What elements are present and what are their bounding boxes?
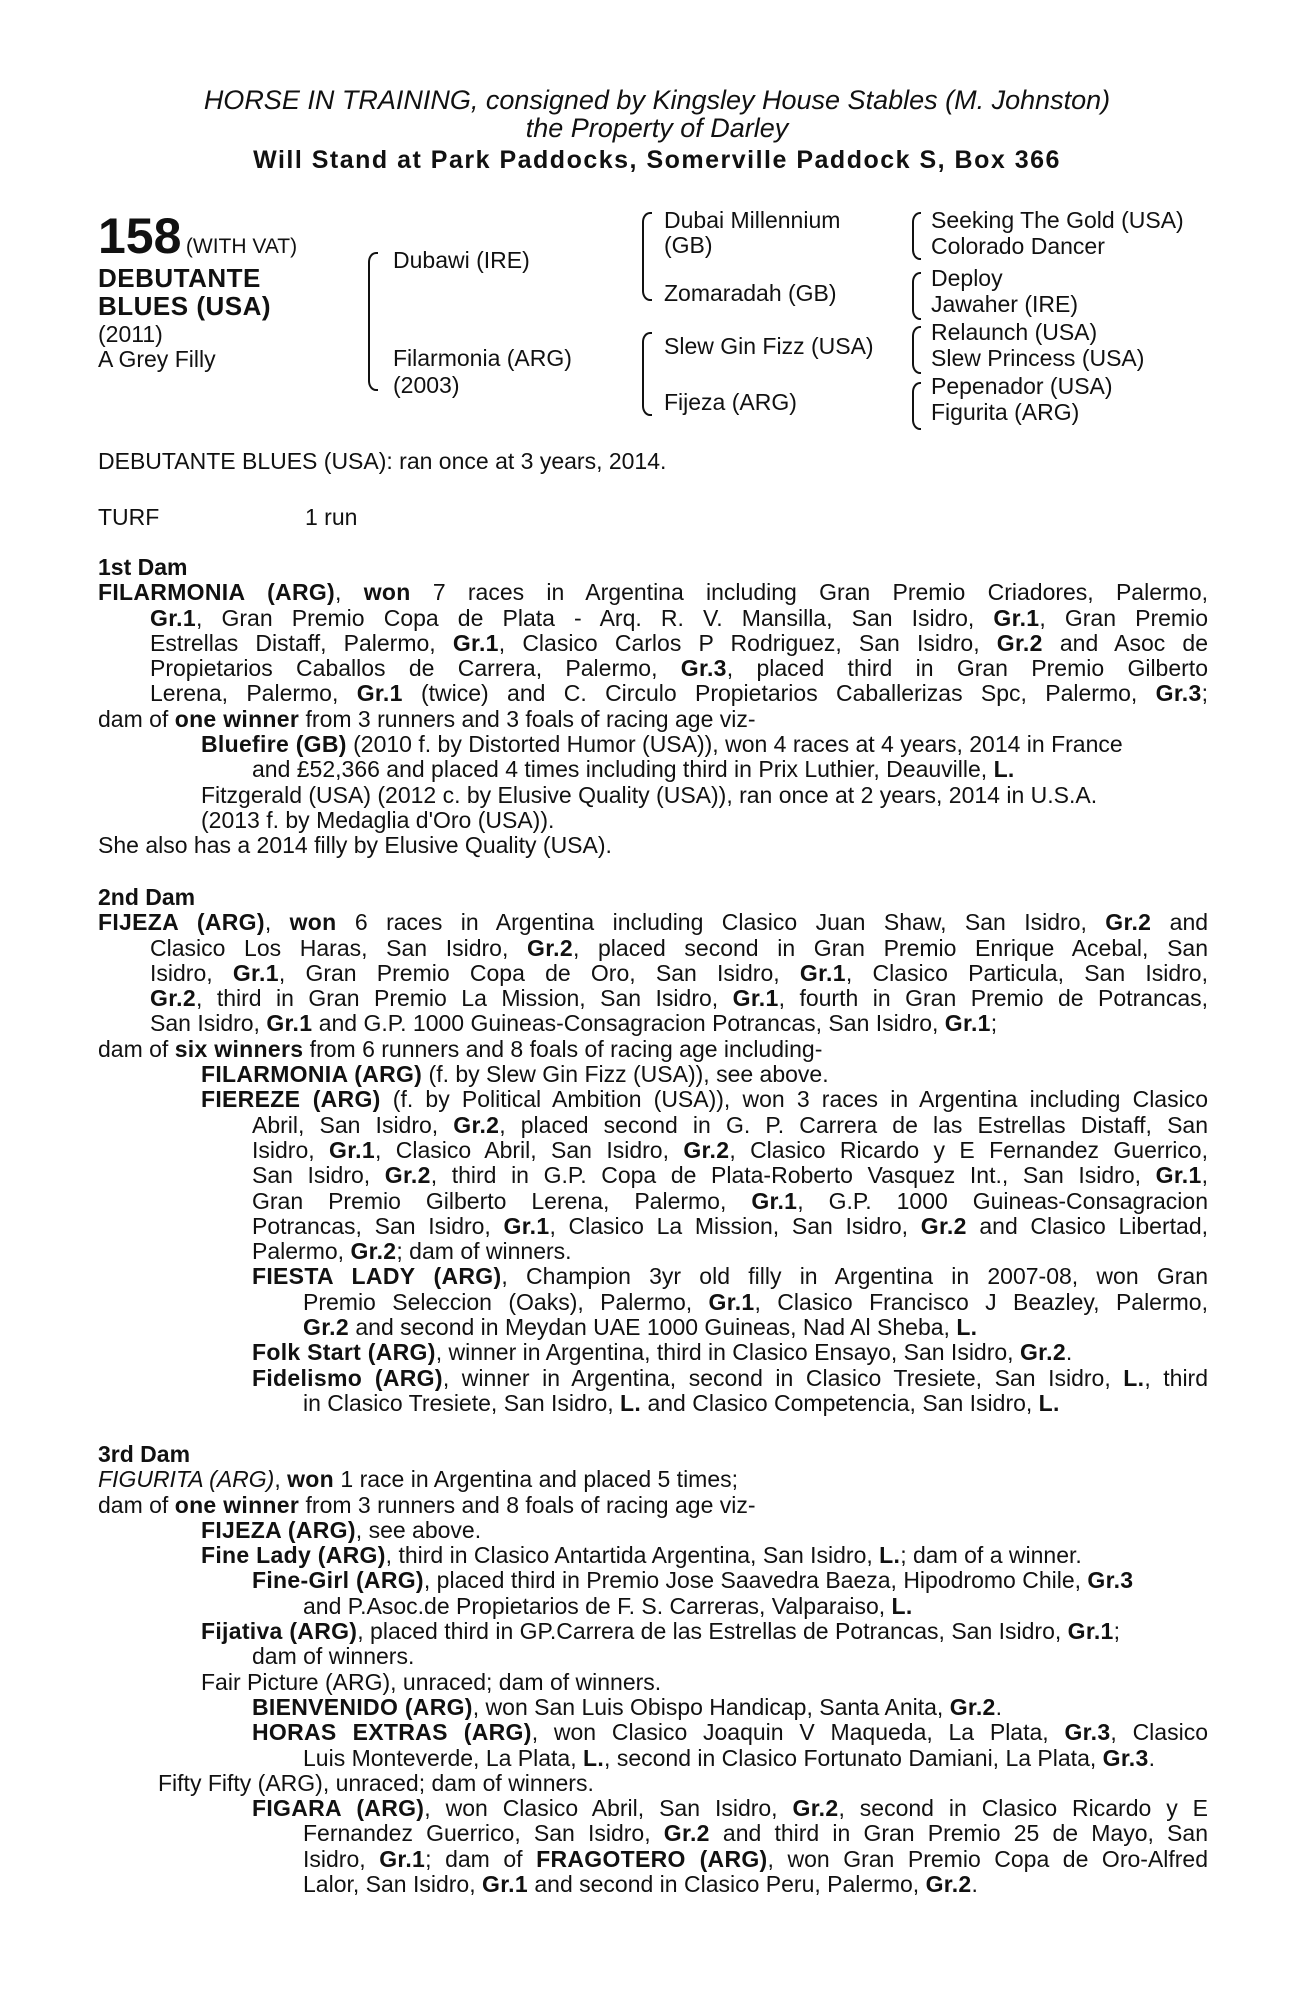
text-line bbox=[98, 1214, 1208, 1239]
bold-text-run: Gr.1 bbox=[751, 1187, 798, 1214]
text-run: and Asoc de bbox=[1042, 629, 1208, 656]
text-line bbox=[98, 1796, 1208, 1821]
text-run: , Gran Premio Copa de Oro, San Isidro, bbox=[278, 959, 800, 986]
bold-text-run: Fidelismo (ARG) bbox=[252, 1364, 443, 1391]
text-line bbox=[98, 1619, 1208, 1644]
text-run: Estrellas Distaff, Palermo, bbox=[150, 629, 453, 656]
text-run: 7 races in Argentina including Gran Premio Criadores, Palermo, bbox=[410, 579, 1209, 606]
bold-text-run: Gr.2 bbox=[1105, 909, 1152, 936]
text-run: , placed second in G. P. Carrera de las Estrellas Distaff, San bbox=[499, 1111, 1208, 1138]
text-line bbox=[98, 1189, 1208, 1214]
text-line bbox=[98, 1239, 1208, 1264]
bold-text-run: FIGARA (ARG) bbox=[252, 1795, 425, 1822]
text-run: (f. by Slew Gin Fizz (USA)), see above. bbox=[422, 1061, 829, 1088]
vat-note: (WITH VAT) bbox=[185, 235, 298, 258]
text-run: San Isidro, bbox=[252, 1162, 385, 1189]
bold-text-run: one winner bbox=[174, 1491, 300, 1518]
text-run: , Clasico Ricardo y E Fernandez Guerrico, bbox=[729, 1136, 1208, 1163]
text-run: , winner in Argentina, third in Clasico Ensayo, San Isidro, bbox=[435, 1339, 1020, 1366]
bold-text-run: Gr.2 bbox=[527, 934, 573, 961]
text-run: Propietarios Caballos de Carrera, Palermo, bbox=[150, 655, 681, 682]
stabling-line: Will Stand at Park Paddocks, Somerville Paddock S, Box 366 bbox=[253, 146, 1061, 174]
text-run: , Clasico Particula, San Isidro, bbox=[845, 959, 1208, 986]
bold-text-run: Gr.1 bbox=[503, 1212, 550, 1239]
text-run: from 6 runners and 8 foals of racing age including- bbox=[303, 1035, 823, 1062]
text-run: dam of bbox=[98, 1491, 175, 1518]
text-run: , G.P. 1000 Guineas-Consagracion bbox=[797, 1187, 1208, 1214]
text-run: Fifty Fifty (ARG), unraced; dam of winners. bbox=[158, 1769, 594, 1796]
sire-dam: Zomaradah (GB) bbox=[664, 280, 837, 306]
dam-dam: Fijeza (ARG) bbox=[664, 389, 797, 415]
text-line bbox=[98, 833, 1208, 858]
text-run: , placed third in GP.Carrera de las Estrellas de Potrancas, San Isidro, bbox=[357, 1618, 1068, 1645]
third-dam-section bbox=[98, 1442, 1208, 1897]
bold-text-run: Gr.1 bbox=[356, 680, 403, 707]
text-run: Fernandez Guerrico, San Isidro, bbox=[303, 1820, 664, 1847]
dam: Filarmonia (ARG) bbox=[393, 345, 572, 371]
text-line bbox=[98, 1037, 1208, 1062]
text-run: (f. by Political Ambition (USA)), won 3 races in Argentina including Clasico bbox=[380, 1086, 1208, 1113]
text-run: 6 races in Argentina including Clasico Juan Shaw, San Isidro, bbox=[336, 909, 1106, 936]
lot-number: 158 bbox=[98, 208, 182, 264]
horse-name-line2: BLUES (USA) bbox=[98, 291, 272, 321]
text-line bbox=[98, 1366, 1208, 1391]
horse-description: A Grey Filly bbox=[98, 346, 216, 372]
bold-text-run: Gr.2 bbox=[925, 1871, 972, 1898]
sire-sire-line2: (GB) bbox=[664, 232, 713, 258]
text-run: and third in Gran Premio 25 de Mayo, San bbox=[709, 1820, 1208, 1847]
text-run: (2010 f. by Distorted Humor (USA)), won 4 races at 4 years, 2014 in France bbox=[346, 731, 1123, 758]
bold-text-run: Fine-Girl (ARG) bbox=[252, 1567, 424, 1594]
text-line bbox=[98, 808, 1208, 833]
bold-text-run: Gr.1 bbox=[329, 1136, 375, 1163]
bold-text-run: Gr.2 bbox=[150, 985, 196, 1012]
section-title: 3rd Dam bbox=[98, 1441, 191, 1467]
text-line bbox=[98, 986, 1208, 1011]
bold-text-run: L. bbox=[879, 1542, 901, 1569]
text-run: dam of bbox=[98, 705, 175, 732]
pedigree-brace-gen1 bbox=[368, 252, 378, 391]
text-run: , fourth in Gran Premio de Potrancas, bbox=[778, 985, 1208, 1012]
bold-text-run: FILARMONIA (ARG) bbox=[98, 579, 336, 606]
bold-text-run: FIESTA LADY (ARG) bbox=[252, 1263, 502, 1290]
text-line bbox=[98, 1087, 1208, 1112]
bold-text-run: L. bbox=[1038, 1389, 1060, 1416]
text-run: and P.Asoc.de Propietarios de F. S. Carreras, Valparaiso, bbox=[303, 1592, 892, 1619]
bold-text-run: Gr.2 bbox=[384, 1162, 431, 1189]
text-run: ; dam of a winner. bbox=[900, 1542, 1082, 1569]
text-line bbox=[98, 580, 1208, 605]
lot-number-row bbox=[98, 210, 297, 262]
bold-text-run: one winner bbox=[174, 705, 300, 732]
text-run: and bbox=[1151, 909, 1209, 936]
pedigree-brace-g3b bbox=[912, 272, 921, 320]
text-run: Potrancas, San Isidro, bbox=[252, 1212, 504, 1239]
text-line bbox=[98, 1290, 1208, 1315]
bold-text-run: Gr.1 bbox=[482, 1871, 528, 1898]
text-run: and Clasico Competencia, San Isidro, bbox=[641, 1389, 1039, 1416]
text-run: dam of winners. bbox=[252, 1643, 415, 1670]
text-run: Lerena, Palermo, bbox=[150, 680, 357, 707]
text-run: , second in Clasico Fortunato Damiani, La Plata, bbox=[604, 1744, 1103, 1771]
text-run: , won Gran Premio Copa de Oro-Alfred bbox=[767, 1845, 1209, 1872]
text-run: , Clasico bbox=[1110, 1719, 1208, 1746]
text-run: San Isidro, bbox=[150, 1010, 267, 1037]
dam-sire: Slew Gin Fizz (USA) bbox=[664, 333, 874, 359]
text-run: Palermo, bbox=[252, 1238, 351, 1265]
bold-text-run: FIEREZE (ARG) bbox=[201, 1086, 381, 1113]
bold-text-run: Gr.3 bbox=[1087, 1567, 1134, 1594]
text-run: , won San Luis Obispo Handicap, Santa Anita, bbox=[472, 1693, 950, 1720]
bold-text-run: Gr.2 bbox=[792, 1795, 839, 1822]
second-dam-section bbox=[98, 885, 1208, 1416]
text-run: (2013 f. by Medaglia d'Oro (USA)). bbox=[201, 806, 555, 833]
bold-text-run: Gr.1 bbox=[944, 1010, 991, 1037]
bold-text-run: Gr.1 bbox=[150, 604, 196, 631]
text-run: , bbox=[335, 579, 364, 606]
grandparent-6: Slew Princess (USA) bbox=[931, 345, 1145, 371]
text-line bbox=[98, 656, 1208, 681]
text-run: ; dam of winners. bbox=[396, 1238, 572, 1265]
sire-sire-line1: Dubai Millennium bbox=[664, 207, 841, 233]
runs-count: 1 run bbox=[305, 504, 358, 530]
text-run: and £52,366 and placed 4 times including third in Prix Luthier, Deauville, bbox=[252, 756, 994, 783]
pedigree-brace-g3d bbox=[912, 382, 921, 430]
text-line bbox=[98, 1543, 1208, 1568]
text-run: Luis Monteverde, La Plata, bbox=[303, 1744, 583, 1771]
text-line bbox=[98, 1391, 1208, 1416]
bold-text-run: Gr.2 bbox=[949, 1693, 996, 1720]
horse-name-line1: DEBUTANTE bbox=[98, 263, 261, 293]
text-run: , third in G.P. Copa de Plata-Roberto Vasquez Int., San Isidro, bbox=[430, 1162, 1156, 1189]
text-run: . bbox=[1148, 1744, 1155, 1771]
first-dam-section bbox=[98, 555, 1208, 859]
bold-text-run: Gr.1 bbox=[1067, 1618, 1114, 1645]
text-run: , third in Gran Premio La Mission, San Isidro, bbox=[195, 985, 733, 1012]
bold-text-run: Gr.1 bbox=[379, 1845, 426, 1872]
text-run: , Clasico La Mission, San Isidro, bbox=[549, 1212, 921, 1239]
text-run: , placed third in Premio Jose Saavedra Baeza, Hipodromo Chile, bbox=[423, 1567, 1088, 1594]
bold-text-run: L. bbox=[956, 1314, 978, 1341]
text-line bbox=[98, 1568, 1208, 1593]
text-run: Gran Premio Gilberto Lerena, Palermo, bbox=[252, 1187, 752, 1214]
text-run: , won Clasico Joaquin V Maqueda, La Plata, bbox=[531, 1719, 1065, 1746]
bold-text-run: won bbox=[363, 579, 411, 606]
pedigree-brace-sire bbox=[642, 212, 652, 301]
bold-text-run: Fijativa (ARG) bbox=[201, 1618, 358, 1645]
bold-text-run: FRAGOTERO (ARG) bbox=[536, 1845, 768, 1872]
text-line bbox=[98, 1163, 1208, 1188]
text-line bbox=[98, 1138, 1208, 1163]
grandparent-4: Jawaher (IRE) bbox=[931, 291, 1078, 317]
text-run: from 3 runners and 3 foals of racing age viz- bbox=[299, 705, 756, 732]
property-line: the Property of Darley bbox=[525, 113, 789, 143]
text-line bbox=[98, 1847, 1208, 1872]
text-run: . bbox=[1065, 1339, 1073, 1366]
sire: Dubawi (IRE) bbox=[393, 247, 530, 273]
bold-text-run: L. bbox=[993, 756, 1015, 783]
text-run: , Gran Premio bbox=[1039, 604, 1208, 631]
bold-text-run: won bbox=[287, 1466, 334, 1493]
text-run: Abril, San Isidro, bbox=[252, 1111, 454, 1138]
section-title: 2nd Dam bbox=[98, 884, 196, 910]
text-line bbox=[98, 1315, 1208, 1340]
text-run: in Clasico Tresiete, San Isidro, bbox=[303, 1389, 621, 1416]
text-run: Fair Picture (ARG), unraced; dam of winners. bbox=[201, 1668, 662, 1695]
text-run: from 3 runners and 8 foals of racing age viz- bbox=[299, 1491, 756, 1518]
text-line bbox=[98, 1644, 1208, 1669]
text-run: , Gran Premio Copa de Plata - Arq. R. V. Mansilla, San Isidro, bbox=[195, 604, 994, 631]
bold-text-run: L. bbox=[1123, 1364, 1145, 1391]
text-run: ; dam of bbox=[425, 1845, 537, 1872]
text-line bbox=[98, 1872, 1208, 1897]
text-run: . bbox=[995, 1693, 1003, 1720]
bold-text-run: Gr.2 bbox=[663, 1820, 710, 1847]
bold-text-run: Gr.1 bbox=[732, 985, 779, 1012]
text-line bbox=[98, 1113, 1208, 1138]
text-line bbox=[98, 1467, 1208, 1492]
text-line bbox=[98, 606, 1208, 631]
grandparent-3: Deploy bbox=[931, 265, 1003, 291]
bold-text-run: L. bbox=[620, 1389, 642, 1416]
bold-text-run: Gr.1 bbox=[452, 629, 499, 656]
text-run: , placed third in Gran Premio Gilberto bbox=[726, 655, 1208, 682]
text-line bbox=[98, 681, 1208, 706]
text-run: , bbox=[264, 909, 290, 936]
bold-text-run: Gr.1 bbox=[1155, 1162, 1202, 1189]
bold-text-run: Gr.1 bbox=[232, 959, 279, 986]
bold-text-run: Gr.3 bbox=[680, 655, 727, 682]
grandparent-7: Pepenador (USA) bbox=[931, 373, 1113, 399]
text-run: , winner in Argentina, second in Clasico Tresiete, San Isidro, bbox=[442, 1364, 1124, 1391]
text-run: , Clasico Abril, San Isidro, bbox=[374, 1136, 684, 1163]
grandparent-2: Colorado Dancer bbox=[931, 233, 1105, 259]
text-line bbox=[98, 1493, 1208, 1518]
text-run: , Clasico Carlos P Rodriguez, San Isidro, bbox=[498, 629, 997, 656]
text-run: (twice) and C. Circulo Propietarios Caballerizas Spc, Palermo, bbox=[402, 680, 1156, 707]
bold-text-run: FILARMONIA (ARG) bbox=[201, 1061, 423, 1088]
text-run: and second in Clasico Peru, Palermo, bbox=[527, 1871, 926, 1898]
text-run: and Clasico Libertad, bbox=[966, 1212, 1208, 1239]
text-line bbox=[98, 936, 1208, 961]
bold-text-run: Gr.1 bbox=[993, 604, 1040, 631]
text-line bbox=[98, 1771, 1208, 1796]
text-run: , Clasico Francisco J Beazley, Palermo, bbox=[754, 1288, 1208, 1315]
bold-text-run: FIJEZA (ARG) bbox=[98, 909, 265, 936]
bold-text-run: Folk Start (ARG) bbox=[252, 1339, 436, 1366]
text-run: , Champion 3yr old filly in Argentina in 2007-08, won Gran bbox=[501, 1263, 1208, 1290]
text-run: Lalor, San Isidro, bbox=[303, 1871, 482, 1898]
text-run: , third bbox=[1144, 1364, 1209, 1391]
bold-text-run: Gr.1 bbox=[799, 959, 846, 986]
bold-text-run: Gr.3 bbox=[1064, 1719, 1111, 1746]
bold-text-run: HORAS EXTRAS (ARG) bbox=[252, 1719, 532, 1746]
pedigree-brace-dam bbox=[642, 332, 652, 416]
bold-text-run: Bluefire (GB) bbox=[201, 731, 347, 758]
pedigree-brace-g3c bbox=[912, 326, 921, 374]
text-line bbox=[98, 1695, 1208, 1720]
bold-text-run: Gr.1 bbox=[266, 1010, 313, 1037]
text-run: , see above. bbox=[355, 1516, 482, 1543]
text-line bbox=[98, 1518, 1208, 1543]
text-run: dam of bbox=[98, 1035, 175, 1062]
text-line bbox=[98, 631, 1208, 656]
text-run: 1 race in Argentina and placed 5 times; bbox=[334, 1466, 739, 1493]
text-run: , bbox=[1201, 1162, 1208, 1189]
text-line bbox=[98, 783, 1208, 808]
text-run: , bbox=[274, 1466, 288, 1493]
text-run: , third in Clasico Antartida Argentina, San Isidro, bbox=[385, 1542, 880, 1569]
text-line bbox=[98, 1720, 1208, 1745]
text-line bbox=[98, 1670, 1208, 1695]
bold-text-run: Gr.2 bbox=[303, 1314, 349, 1341]
grandparent-1: Seeking The Gold (USA) bbox=[931, 207, 1184, 233]
text-run: ; bbox=[1201, 680, 1208, 707]
section-title: 1st Dam bbox=[98, 554, 188, 580]
dam-year: (2003) bbox=[393, 372, 460, 398]
text-run: , won Clasico Abril, San Isidro, bbox=[424, 1795, 793, 1822]
foaling-year: (2011) bbox=[98, 321, 163, 347]
text-run: Isidro, bbox=[252, 1136, 330, 1163]
text-run: ; bbox=[990, 1010, 998, 1037]
text-run: Isidro, bbox=[303, 1845, 380, 1872]
text-line bbox=[98, 910, 1208, 935]
bold-text-run: six winners bbox=[174, 1035, 304, 1062]
pedigree-brace-g3a bbox=[912, 212, 921, 260]
bold-text-run: L. bbox=[583, 1744, 605, 1771]
bold-text-run: Gr.2 bbox=[1019, 1339, 1066, 1366]
bold-text-run: Gr.2 bbox=[996, 629, 1043, 656]
race-record-summary: DEBUTANTE BLUES (USA): ran once at 3 years, 2014. bbox=[98, 448, 667, 474]
italic-text-run: FIGURITA (ARG) bbox=[98, 1466, 275, 1493]
bold-text-run: FIJEZA (ARG) bbox=[201, 1516, 356, 1543]
text-run: Clasico Los Haras, San Isidro, bbox=[150, 934, 528, 961]
text-line bbox=[98, 707, 1208, 732]
bold-text-run: L. bbox=[891, 1592, 913, 1619]
text-run: and G.P. 1000 Guineas-Consagracion Potrancas, San Isidro, bbox=[312, 1010, 945, 1037]
text-run: and second in Meydan UAE 1000 Guineas, Nad Al Sheba, bbox=[348, 1314, 957, 1341]
bold-text-run: Gr.2 bbox=[920, 1212, 967, 1239]
text-line bbox=[98, 1264, 1208, 1289]
text-line bbox=[98, 1011, 1208, 1036]
text-run: Premio Seleccion (Oaks), Palermo, bbox=[303, 1288, 709, 1315]
text-line bbox=[98, 1594, 1208, 1619]
grandparent-5: Relaunch (USA) bbox=[931, 319, 1098, 345]
bold-text-run: Fine Lady (ARG) bbox=[201, 1542, 386, 1569]
text-line bbox=[98, 1821, 1208, 1846]
bold-text-run: Gr.1 bbox=[708, 1288, 755, 1315]
text-line bbox=[98, 732, 1208, 757]
bold-text-run: Gr.3 bbox=[1155, 680, 1202, 707]
surface-label: TURF bbox=[98, 504, 160, 530]
text-run: , second in Clasico Ricardo y E bbox=[838, 1795, 1208, 1822]
text-run: , placed second in Gran Premio Enrique Acebal, San bbox=[572, 934, 1208, 961]
bold-text-run: Gr.2 bbox=[453, 1111, 500, 1138]
consignor-line: HORSE IN TRAINING, consigned by Kingsley House Stables (M. Johnston) bbox=[203, 85, 1111, 115]
text-line bbox=[98, 1746, 1208, 1771]
text-line bbox=[98, 757, 1208, 782]
bold-text-run: Gr.2 bbox=[683, 1136, 730, 1163]
bold-text-run: won bbox=[289, 909, 337, 936]
text-run: Fitzgerald (USA) (2012 c. by Elusive Quality (USA)), ran once at 2 years, 2014 in U.S.A. bbox=[201, 781, 1098, 808]
bold-text-run: BIENVENIDO (ARG) bbox=[252, 1693, 473, 1720]
text-run: She also has a 2014 filly by Elusive Quality (USA). bbox=[98, 832, 612, 859]
text-run: Isidro, bbox=[150, 959, 233, 986]
text-run: ; bbox=[1113, 1618, 1121, 1645]
grandparent-8: Figurita (ARG) bbox=[931, 399, 1080, 425]
text-run: . bbox=[971, 1871, 978, 1898]
text-line bbox=[98, 1062, 1208, 1087]
text-line bbox=[98, 1340, 1208, 1365]
bold-text-run: Gr.2 bbox=[350, 1238, 397, 1265]
text-line bbox=[98, 961, 1208, 986]
bold-text-run: Gr.3 bbox=[1102, 1744, 1149, 1771]
